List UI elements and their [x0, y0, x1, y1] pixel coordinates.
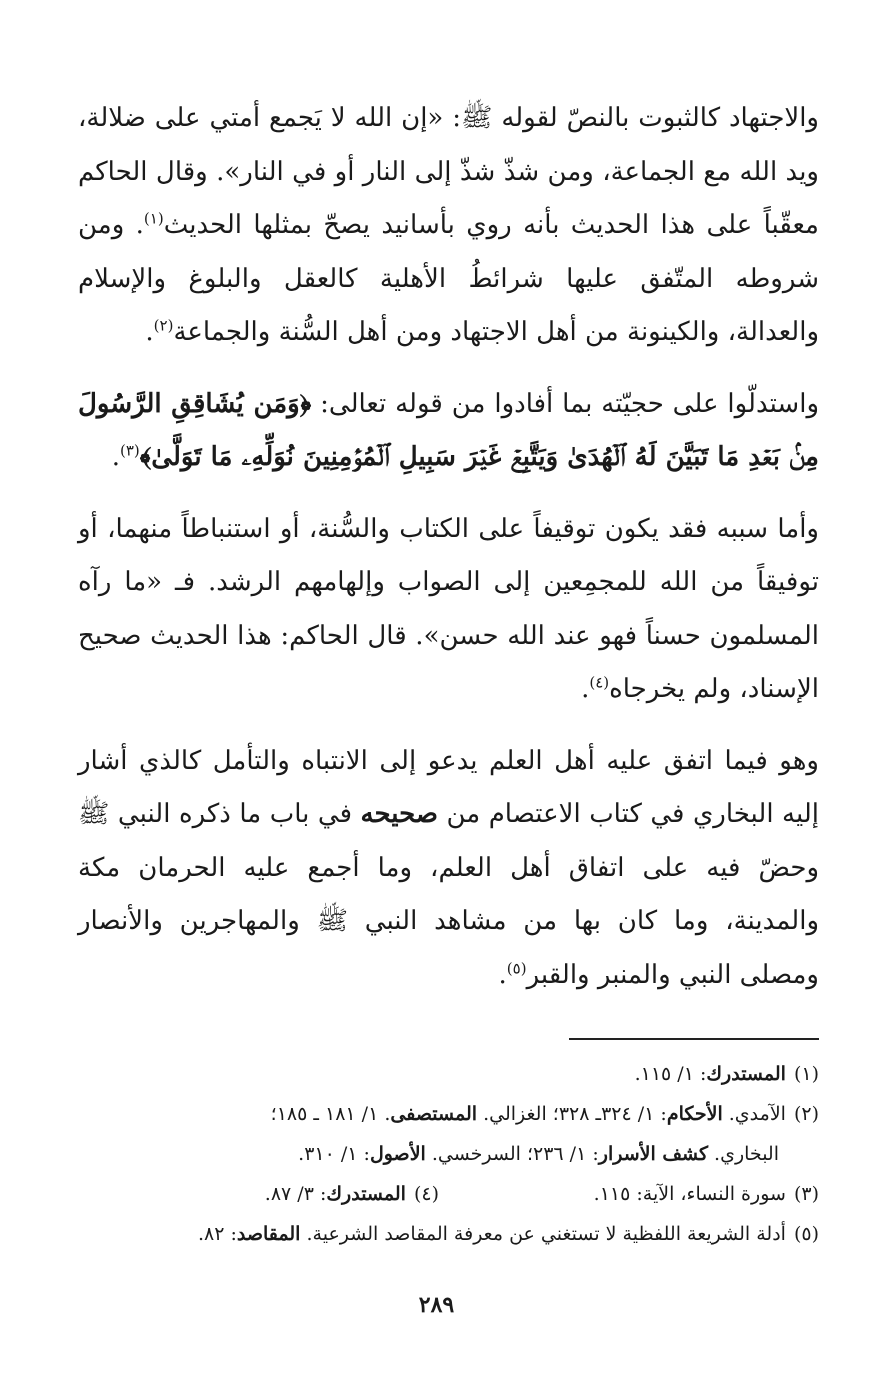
footnote-ref-1[interactable]: (١) [143, 209, 164, 228]
footnote-text: : ١/ ٣٢٤ـ ٣٢٨؛ الغزالي. [477, 1103, 667, 1125]
quran-verse: ﴿وَمَن يُشَاقِقِ الرَّسُولَ مِنۢ بَعۡدِ مَا تَبَيَّنَ لَهُ ٱلۡهُدَىٰ وَيَتَّبِعۡ غَيۡرَ سَبِيلِ ٱلۡمُؤۡمِنِينَ نُوَلِّهِۦ مَا تَوَلَّىٰ﴾ [78, 388, 819, 472]
footnote-ref-3[interactable]: (٣) [120, 441, 140, 460]
paragraph-ijtihad [78, 92, 819, 360]
paragraph-text: . [581, 674, 590, 704]
footnote-3-4-row [78, 1174, 819, 1214]
paragraph-evidence [78, 378, 819, 485]
footnote-number: (١) [793, 1063, 819, 1085]
paragraph-text: وأما سببه فقد يكون توقيفاً على الكتاب والسُّنة، أو استنباطاً منهما، أو توفيقاً من الله للمجمِعين إلى الصواب وإلهامهم الرشد. فـ «ما رآه المسلمون حسناً فهو عند الله حسن». قال الحاكم: هذا الحديث صحيح الإسناد، ولم يخرجاه [78, 513, 819, 704]
footnote-5 [78, 1214, 819, 1254]
footnote-text: الآمدي. [722, 1103, 786, 1125]
source-title: الأصول [369, 1143, 426, 1165]
footnote-text: . ١/ ١٨١ ـ ١٨٥؛ [270, 1103, 391, 1125]
footnote-number: (٥) [793, 1223, 819, 1245]
footnote-text: : ١/ ١١٥. [634, 1063, 707, 1085]
paragraph-text: والاجتهاد كالثبوت بالنصّ لقوله ﷺ: «إن الله لا يَجمع أمتي على ضلالة، ويد الله مع الجماعة، ومن شذّ شذّ إلى النار أو في النار». وقال الحاكم معقّباً على هذا الحديث بأنه روي بأسانيد يصحّ بمثلها الحديث [78, 103, 819, 240]
footnote-text: : ٨٢. [197, 1223, 237, 1245]
footnote-text: : ١/ ٢٣٦؛ السرخسي. [425, 1143, 599, 1165]
footnote-divider [569, 1038, 819, 1040]
source-title: المستدرك [706, 1063, 786, 1085]
source-title: الأحكام [666, 1103, 723, 1125]
footnote-ref-2[interactable]: (٢) [153, 316, 174, 335]
paragraph-text: . ومن شروطه المتّفق عليها شرائطُ الأهلية كالعقل والبلوغ والإسلام والعدالة، والكينونة من أهل الاجتهاد ومن أهل السُّنة والجماعة [78, 210, 819, 347]
page-number: ٢٨٩ [418, 1292, 455, 1318]
footnote-text: سورة النساء، الآية: ١١٥. [593, 1183, 786, 1205]
footnotes [78, 1054, 819, 1254]
paragraph-text: واستدلّوا على حجيّته بما أفادوا من قوله تعالى: [311, 388, 819, 419]
source-title: المستصفى [390, 1103, 478, 1125]
paragraph-text: . [498, 959, 507, 990]
footnote-text: : ١/ ٣١٠. [298, 1143, 370, 1165]
paragraph-cause [78, 503, 819, 717]
footnote-2 [78, 1094, 819, 1134]
paragraph-consensus [78, 735, 819, 1003]
footnote-3 [439, 1174, 819, 1214]
footnote-ref-5[interactable]: (٥) [506, 958, 527, 977]
footnote-1 [78, 1054, 819, 1094]
footnote-number: (٢) [793, 1103, 819, 1125]
source-title: كشف الأسرار [598, 1143, 709, 1165]
paragraph-text: في باب ما ذكره النبي ﷺ وحضّ فيه على اتفاق أهل العلم، وما أجمع عليه الحرمان مكة والمدينة، وما كان بها من مشاهد النبي ﷺ والمهاجرين والأنصار ومصلى النبي والمنبر والقبر [78, 799, 819, 990]
footnote-number: (٣) [793, 1183, 819, 1205]
paragraph-text: . [111, 442, 120, 472]
footnote-text: البخاري. [708, 1143, 779, 1165]
source-title: المستدرك [326, 1183, 406, 1205]
footnote-number: (٤) [413, 1183, 439, 1205]
footnote-text: : ٣/ ٨٧. [264, 1183, 327, 1205]
paragraph-text: وهو فيما اتفق عليه أهل العلم يدعو إلى الانتباه والتأمل كالذي أشار إليه البخاري في كتاب الاعتصام من [78, 745, 819, 829]
footnote-4 [265, 1174, 439, 1214]
source-title: المقاصد [236, 1223, 301, 1245]
footnote-text: أدلة الشريعة اللفظية لا تستغني عن معرفة المقاصد الشرعية. [300, 1223, 786, 1245]
footnote-ref-4[interactable]: (٤) [589, 673, 610, 692]
paragraph-text: . [145, 317, 154, 347]
book-title-sahih: صحيحه [360, 799, 438, 829]
footnote-2-continued [78, 1134, 819, 1174]
